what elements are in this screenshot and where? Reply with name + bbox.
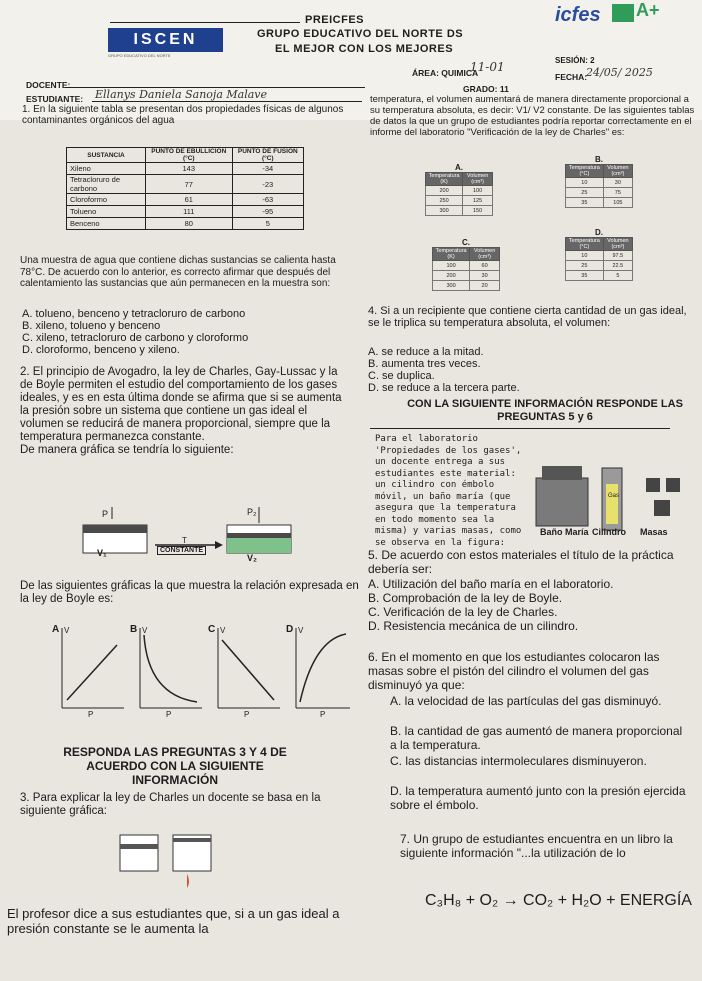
graph-c[interactable] bbox=[218, 628, 280, 708]
q1-cell: Tetracloruro de carbono bbox=[67, 175, 146, 194]
table-a bbox=[425, 172, 493, 216]
q1-option-b[interactable]: B. xileno, tolueno y benceno bbox=[22, 320, 161, 332]
gas-area bbox=[606, 484, 618, 524]
section2-rule bbox=[370, 428, 670, 429]
q1-cell: 77 bbox=[146, 175, 233, 194]
table-b-cell: 30 bbox=[603, 178, 632, 188]
q1-cell: 111 bbox=[146, 206, 233, 218]
table-a-cell: 125 bbox=[463, 196, 493, 206]
graph-axis-v-b: V bbox=[142, 626, 148, 635]
table-b-h2: Volumen (cm³) bbox=[603, 165, 632, 178]
q4-option-c[interactable]: C. se duplica. bbox=[368, 370, 435, 382]
q6-option-d[interactable]: D. la temperatura aumentó junto con la presión ejercida sobre el émbolo. bbox=[390, 784, 686, 812]
label-t: T bbox=[182, 536, 187, 545]
q1-cell: Tolueno bbox=[67, 206, 146, 218]
q1-cell: -95 bbox=[232, 206, 303, 218]
graph-label-d: D bbox=[286, 624, 294, 635]
piston-2 bbox=[173, 838, 211, 842]
table-a-h2: Volumen (cm³) bbox=[463, 173, 493, 186]
table-c-cell: 20 bbox=[470, 281, 500, 291]
table-d-wrap[interactable] bbox=[565, 228, 633, 281]
label-p2: P₂ bbox=[247, 507, 257, 517]
q1-cell: 143 bbox=[146, 163, 233, 175]
q5-option-c[interactable]: C. Verificación de la ley de Charles. bbox=[368, 605, 558, 619]
table-b-cell: 10 bbox=[566, 178, 604, 188]
label-v2: V₂ bbox=[247, 553, 258, 563]
q7-equation: C₃H₈ + O₂ → CO₂ + H₂O + ENERGÍA bbox=[425, 892, 692, 909]
arrow-head-icon bbox=[215, 541, 223, 549]
area-mark: 11-01 bbox=[470, 60, 505, 74]
table-c-label: C. bbox=[462, 238, 470, 247]
q7-stem: 7. Un grupo de estudiantes encuentra en un libro la siguiente información "...la utilización de lo bbox=[400, 832, 673, 860]
graph-label-b: B bbox=[130, 624, 138, 635]
table-c-h1: Temperatura (K) bbox=[433, 248, 470, 261]
header-rule bbox=[110, 22, 300, 23]
q4-stem: 4. Si a un recipiente que contiene cierta cantidad de un gas ideal, se le triplica su temperatura absoluta, el volumen: bbox=[368, 305, 687, 329]
q1-option-c[interactable]: C. xileno, tetracloruro de carbono y cloroformo bbox=[22, 332, 249, 344]
label-v1: V₁ bbox=[97, 548, 107, 558]
q6-option-b[interactable]: B. la cantidad de gas aumentó de manera proporcional a la temperatura. bbox=[390, 724, 683, 752]
boyle-figure bbox=[65, 505, 355, 565]
estudiante-label: ESTUDIANTE: bbox=[26, 94, 84, 104]
water-bath bbox=[536, 478, 588, 526]
table-d-cell: 10 bbox=[566, 251, 604, 261]
table-c-cell: 60 bbox=[470, 261, 500, 271]
table-a-label: A. bbox=[455, 163, 463, 172]
boyle-graph-options bbox=[52, 620, 352, 720]
table-a-h1: Temperatura (K) bbox=[426, 173, 463, 186]
icfes-logo: icfes bbox=[555, 4, 601, 26]
estudiante-line bbox=[92, 101, 362, 102]
q6-option-a[interactable]: A. la velocidad de las partículas del gas disminuyó. bbox=[390, 694, 662, 708]
table-c-cell: 300 bbox=[433, 281, 470, 291]
q1-cell: Xileno bbox=[67, 163, 146, 175]
fig-label-bath: Baño María bbox=[540, 527, 589, 537]
flame-icon bbox=[187, 874, 189, 888]
school-motto: EL MEJOR CON LOS MEJORES bbox=[275, 43, 454, 55]
graph-c-curve bbox=[222, 640, 274, 700]
q1-stem: 1. En la siguiente tabla se presentan dos propiedades físicas de algunos contaminantes orgánicos del agua bbox=[22, 104, 344, 126]
table-c-cell: 100 bbox=[433, 261, 470, 271]
table-a-cell: 100 bbox=[463, 186, 493, 196]
graph-axis-p-b: P bbox=[166, 710, 172, 719]
container-1 bbox=[120, 835, 158, 871]
section1-title: RESPONDA LAS PREGUNTAS 3 Y 4 DE ACUERDO CON LA SIGUIENTE INFORMACIÓN bbox=[63, 745, 287, 787]
graph-d[interactable] bbox=[296, 628, 350, 708]
table-a-cell: 300 bbox=[426, 206, 463, 216]
graph-axis-p-a: P bbox=[88, 710, 94, 719]
table-d-h2: Volumen (cm³) bbox=[603, 238, 632, 251]
q6-option-c[interactable]: C. las distancias intermoleculares disminuyeron. bbox=[390, 754, 647, 768]
q2-text2: De manera gráfica se tendría lo siguiente: bbox=[20, 444, 234, 456]
q4-option-b[interactable]: B. aumenta tres veces. bbox=[368, 358, 481, 370]
table-a-cell: 200 bbox=[426, 186, 463, 196]
table-c-cell: 30 bbox=[470, 271, 500, 281]
fig-label-masses: Masas bbox=[640, 527, 668, 537]
mass-1 bbox=[646, 478, 660, 492]
q1-cell: Cloroformo bbox=[67, 194, 146, 206]
table-b-wrap[interactable] bbox=[565, 155, 633, 208]
q5-option-b[interactable]: B. Comprobación de la ley de Boyle. bbox=[368, 591, 563, 605]
q2-stem: 2. El principio de Avogadro, la ley de Charles, Gay-Lussac y la de Boyle permiten el estudio del comportamiento de los gases ideales, y es en esta última donde se afirma que si se aumenta la presión sobre un sistema que contiene un gas ideal el volumen se reducirá de manera proporcional, siempre que la temperatura permanezca constante. bbox=[20, 366, 342, 443]
school-logo: ISCEN bbox=[108, 28, 223, 52]
graph-axis-v-d: V bbox=[298, 626, 304, 635]
q1-header-1: PUNTO DE EBULLICIÓN (°C) bbox=[146, 148, 233, 163]
table-d-cell: 97.5 bbox=[603, 251, 632, 261]
q1-text: Una muestra de agua que contiene dichas sustancias se calienta hasta 78°C. De acuerdo con lo anterior, es correcto afirmar que después del calentamiento las sustancias que aún permanecen en la muestra son: bbox=[20, 255, 336, 289]
q3-bottom: El profesor dice a sus estudiantes que, si a un gas ideal a presión constante se le aumenta la bbox=[7, 906, 340, 936]
q3-stem: 3. Para explicar la ley de Charles un docente se basa en la siguiente gráfica: bbox=[20, 792, 321, 817]
q5-option-d[interactable]: D. Resistencia mecánica de un cilindro. bbox=[368, 619, 579, 633]
table-d-cell: 25 bbox=[566, 261, 604, 271]
fig-label-cylinder: Cilindro bbox=[592, 527, 626, 537]
q2-question: De las siguientes gráficas la que muestra la relación expresada en la ley de Boyle es: bbox=[20, 580, 359, 605]
right-top-text: temperatura, el volumen aumentará de manera directamente proporcional a su temperatura absoluta, es decir: V1/ V2 constante. De las siguientes tablas de datos la que un grupo de estudiantes podría reportar correctamente en el informe del laboratorio "Verificación de la ley de Charles" es: bbox=[370, 94, 695, 138]
table-c-h2: Volumen (cm³) bbox=[470, 248, 500, 261]
docente-label: DOCENTE: bbox=[26, 80, 71, 90]
piston-2 bbox=[227, 533, 291, 538]
q1-cell: Benceno bbox=[67, 218, 146, 230]
gas-2 bbox=[227, 537, 291, 553]
graph-d-curve bbox=[300, 634, 346, 702]
graph-label-c: C bbox=[208, 624, 216, 635]
mass-3 bbox=[654, 500, 670, 516]
mass-2 bbox=[666, 478, 680, 492]
q1-option-a[interactable]: A. tolueno, benceno y tetracloruro de carbono bbox=[22, 308, 246, 320]
q1-cell: -34 bbox=[232, 163, 303, 175]
graph-b-curve bbox=[144, 635, 197, 702]
table-a-cell: 250 bbox=[426, 196, 463, 206]
q4-option-a[interactable]: A. se reduce a la mitad. bbox=[368, 346, 484, 358]
q1-header-0: SUSTANCIA bbox=[67, 148, 146, 163]
q4-option-d[interactable]: D. se reduce a la tercera parte. bbox=[368, 382, 520, 394]
school-name: GRUPO EDUCATIVO DEL NORTE DS bbox=[257, 28, 464, 40]
q5-option-a[interactable]: A. Utilización del baño maría en el laboratorio. bbox=[368, 577, 614, 591]
piston-1 bbox=[120, 844, 158, 849]
fecha-label: FECHA: bbox=[555, 72, 588, 82]
table-b-cell: 105 bbox=[603, 198, 632, 208]
table-b-h1: Temperatura (°C) bbox=[566, 165, 604, 178]
grado-label: GRADO: 11 bbox=[463, 84, 509, 94]
q1-cell: 80 bbox=[146, 218, 233, 230]
section2-text: Para el laboratorio 'Propiedades de los gases', un docente entrega a sus estudiantes este material: un cilindro con émbolo móvil, un baño maría (que asegura que la temperatura en todo momento sea la misma) y varias masas, como se observa en la figura: bbox=[375, 434, 522, 548]
bath-lid bbox=[542, 466, 582, 480]
graph-a-curve bbox=[67, 645, 117, 700]
graph-axis-v-a: V bbox=[64, 626, 70, 635]
graph-axis-p-c: P bbox=[244, 710, 250, 719]
table-b-cell: 35 bbox=[566, 198, 604, 208]
top-title: PREICFES bbox=[305, 14, 365, 26]
q1-cell: 61 bbox=[146, 194, 233, 206]
table-d-cell: 35 bbox=[566, 271, 604, 281]
table-c-cell: 200 bbox=[433, 271, 470, 281]
table-a-cell: 150 bbox=[463, 206, 493, 216]
piston-1 bbox=[83, 525, 147, 533]
q1-cell: -23 bbox=[232, 175, 303, 194]
area-label: ÁREA: QUIMICA bbox=[412, 68, 479, 78]
graph-b[interactable] bbox=[140, 628, 202, 708]
q1-table bbox=[66, 147, 304, 230]
table-d bbox=[565, 237, 633, 281]
q6-stem: 6. En el momento en que los estudiantes colocaron las masas sobre el pistón del cilindro el volumen del gas disminuyó ya que: bbox=[368, 650, 660, 692]
graph-axis-v-c: V bbox=[220, 626, 226, 635]
q1-cell: 5 bbox=[232, 218, 303, 230]
q1-option-d[interactable]: D. cloroformo, benceno y xileno. bbox=[22, 344, 180, 356]
estudiante-value: Ellanys Daniela Sanoja Malave bbox=[95, 88, 268, 101]
icfes-mark: A+ bbox=[636, 0, 660, 20]
gas-label: Gas bbox=[608, 493, 620, 499]
logo-sub: GRUPO EDUCATIVO DEL NORTE bbox=[108, 53, 171, 58]
table-c bbox=[432, 247, 500, 291]
table-a-wrap[interactable] bbox=[425, 163, 493, 216]
table-d-cell: 22.5 bbox=[603, 261, 632, 271]
graph-axis-p-d: P bbox=[320, 710, 326, 719]
table-d-h1: Temperatura (°C) bbox=[566, 238, 604, 251]
graph-label-a: A bbox=[52, 624, 60, 635]
table-d-label: D. bbox=[595, 228, 603, 237]
table-b-cell: 25 bbox=[566, 188, 604, 198]
icfes-mark-icon bbox=[612, 4, 634, 22]
label-constant: CONSTANTE bbox=[157, 546, 206, 555]
session-label: SESIÓN: 2 bbox=[555, 56, 595, 65]
q1-header-2: PUNTO DE FUSIÓN (°C) bbox=[232, 148, 303, 163]
table-b-label: B. bbox=[595, 155, 603, 164]
table-c-wrap[interactable] bbox=[432, 238, 500, 291]
table-b-cell: 75 bbox=[603, 188, 632, 198]
graph-a[interactable] bbox=[62, 628, 124, 708]
charles-figure bbox=[115, 830, 215, 890]
q1-cell: -63 bbox=[232, 194, 303, 206]
section2-title: CON LA SIGUIENTE INFORMACIÓN RESPONDE LAS PREGUNTAS 5 y 6 bbox=[407, 398, 683, 423]
table-d-cell: 5 bbox=[603, 271, 632, 281]
fecha-value: 24/05/ 2025 bbox=[586, 66, 653, 79]
label-p1: P bbox=[102, 509, 109, 519]
table-b bbox=[565, 164, 633, 208]
q5-stem: 5. De acuerdo con estos materiales el título de la práctica debería ser: bbox=[368, 548, 674, 576]
